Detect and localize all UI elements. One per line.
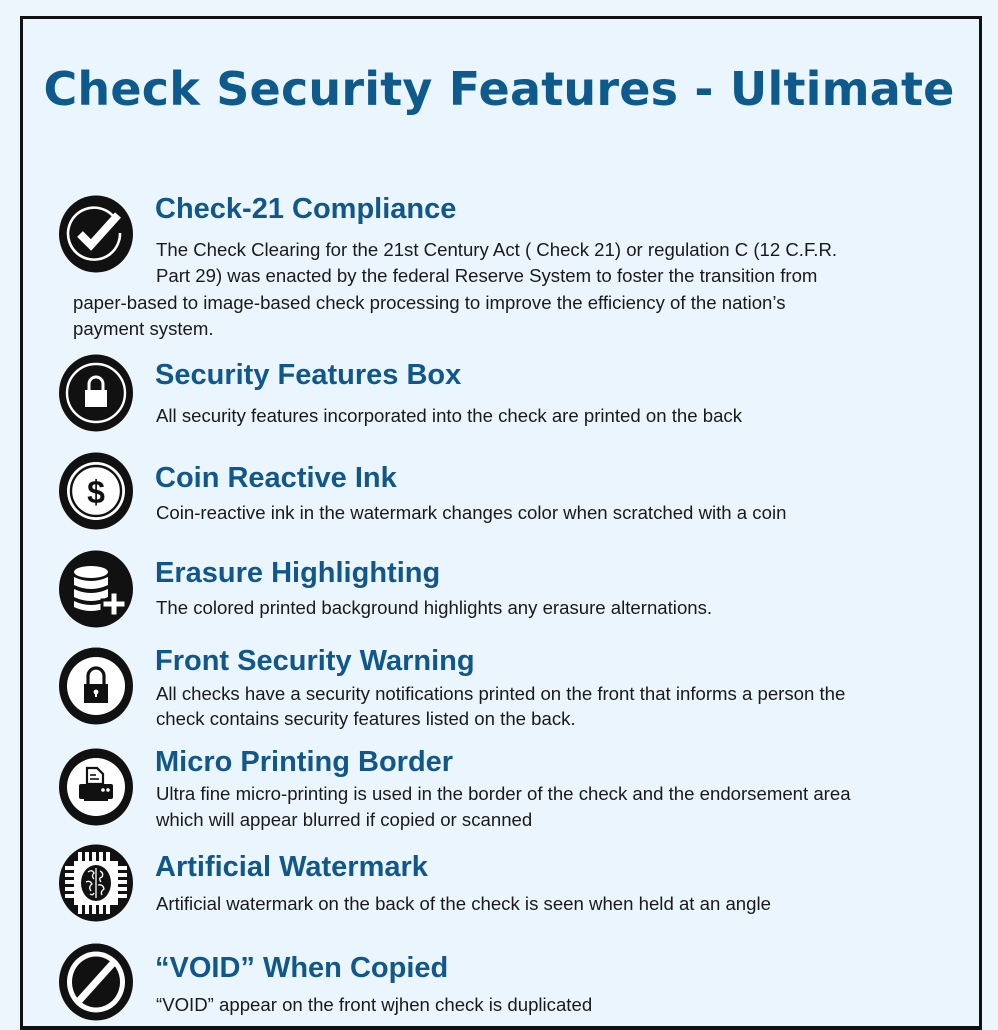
printer-icon — [58, 748, 134, 826]
feature-description-line: Part 29) was enacted by the federal Reserve System to foster the transition from — [156, 265, 818, 286]
svg-text:$: $ — [87, 474, 105, 510]
feature-description-line: The colored printed background highlights any erasure alternations. — [156, 597, 713, 618]
feature-description-line: payment system. — [73, 318, 214, 339]
database-plus-icon — [58, 550, 134, 628]
page-title: Check Security Features - Ultimate — [43, 62, 955, 116]
feature-description-line: “VOID” appear on the front wjhen check is duplicated — [156, 994, 593, 1015]
feature-heading: Check-21 Compliance — [155, 193, 457, 225]
feature-description-line: The Check Clearing for the 21st Century Act ( Check 21) or regulation C (12 C.F.R. — [156, 239, 838, 260]
feature-description-line: which will appear blurred if copied or scanned — [156, 809, 533, 830]
feature-heading: Front Security Warning — [155, 645, 475, 677]
feature-description-line: paper-based to image-based check processing to improve the efficiency of the nation’s — [73, 292, 786, 313]
prohibited-icon — [58, 943, 134, 1021]
feature-description-line: Coin-reactive ink in the watermark changes color when scratched with a coin — [156, 502, 787, 523]
feature-description-line: Ultra fine micro-printing is used in the border of the check and the endorsement area — [156, 783, 851, 804]
feature-heading: Micro Printing Border — [155, 746, 454, 778]
padlock-icon — [58, 354, 134, 432]
dollar-coin-icon — [58, 452, 134, 530]
checkmark-icon — [58, 195, 134, 273]
brain-chip-icon — [58, 844, 134, 922]
feature-heading: Erasure Highlighting — [155, 557, 441, 589]
feature-heading: Coin Reactive Ink — [155, 462, 397, 494]
feature-description-line: Artificial watermark on the back of the check is seen when held at an angle — [156, 893, 771, 914]
feature-heading: Security Features Box — [155, 359, 462, 391]
feature-description-line: All security features incorporated into the check are printed on the back — [156, 405, 743, 426]
feature-description-line: check contains security features listed on the back. — [156, 708, 576, 729]
feature-description-line: All checks have a security notifications printed on the front that informs a person the — [156, 683, 846, 704]
feature-heading: Artificial Watermark — [155, 851, 428, 883]
lock-keyhole-icon — [58, 647, 134, 725]
feature-heading: “VOID” When Copied — [155, 952, 449, 984]
